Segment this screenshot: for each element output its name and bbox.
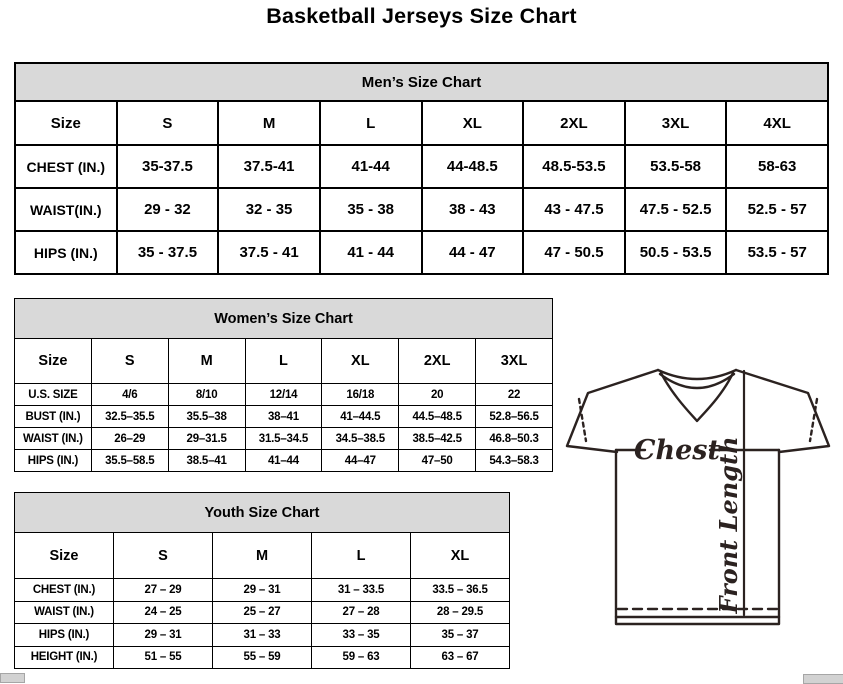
column-header: 3XL	[476, 339, 553, 384]
row-label: U.S. SIZE	[15, 384, 92, 406]
size-cell: 63 – 67	[411, 646, 510, 669]
table-title: Men’s Size Chart	[15, 63, 828, 101]
size-cell: 59 – 63	[312, 646, 411, 669]
size-cell: 31 – 33.5	[312, 579, 411, 602]
column-header: S	[91, 339, 168, 384]
size-cell: 50.5 - 53.5	[625, 231, 727, 274]
row-label: CHEST (IN.)	[15, 145, 117, 188]
size-cell: 29 - 32	[117, 188, 219, 231]
size-cell: 33 – 35	[312, 624, 411, 647]
size-cell: 41-44	[320, 145, 422, 188]
size-cell: 29 – 31	[213, 579, 312, 602]
size-cell: 35.5–38	[168, 406, 245, 428]
horizontal-scrollbar-right[interactable]	[803, 674, 843, 684]
row-label: WAIST (IN.)	[15, 428, 92, 450]
jersey-measurement-diagram	[555, 362, 843, 630]
size-cell: 31.5–34.5	[245, 428, 322, 450]
size-cell: 28 – 29.5	[411, 601, 510, 624]
size-cell: 37.5-41	[218, 145, 320, 188]
size-cell: 53.5 - 57	[726, 231, 828, 274]
column-header: M	[218, 101, 320, 145]
size-cell: 35-37.5	[117, 145, 219, 188]
row-label: HEIGHT (IN.)	[15, 646, 114, 669]
front-length-measure-label: Front Length	[714, 436, 743, 614]
size-cell: 38.5–42.5	[399, 428, 476, 450]
size-cell: 46.8–50.3	[476, 428, 553, 450]
page-title: Basketball Jerseys Size Chart	[266, 4, 577, 28]
table-title: Youth Size Chart	[15, 493, 510, 533]
size-cell: 20	[399, 384, 476, 406]
column-header: XL	[322, 339, 399, 384]
size-cell: 44-48.5	[422, 145, 524, 188]
size-cell: 52.8–56.5	[476, 406, 553, 428]
column-header: 3XL	[625, 101, 727, 145]
column-header: L	[320, 101, 422, 145]
size-cell: 41 - 44	[320, 231, 422, 274]
size-cell: 29 – 31	[114, 624, 213, 647]
size-cell: 31 – 33	[213, 624, 312, 647]
mens-size-table	[14, 62, 829, 275]
size-cell: 29–31.5	[168, 428, 245, 450]
size-cell: 41–44.5	[322, 406, 399, 428]
size-cell: 35.5–58.5	[91, 450, 168, 472]
size-cell: 24 – 25	[114, 601, 213, 624]
size-cell: 12/14	[245, 384, 322, 406]
column-header: M	[213, 533, 312, 579]
size-cell: 35 – 37	[411, 624, 510, 647]
column-header: 2XL	[399, 339, 476, 384]
size-cell: 8/10	[168, 384, 245, 406]
chest-measure-label: Chest	[634, 435, 720, 466]
column-header: Size	[15, 339, 92, 384]
size-cell: 33.5 – 36.5	[411, 579, 510, 602]
size-cell: 48.5-53.5	[523, 145, 625, 188]
column-header: XL	[411, 533, 510, 579]
column-header: L	[245, 339, 322, 384]
size-cell: 44 - 47	[422, 231, 524, 274]
row-label: HIPS (IN.)	[15, 450, 92, 472]
size-cell: 47–50	[399, 450, 476, 472]
row-label: HIPS (IN.)	[15, 624, 114, 647]
size-cell: 44–47	[322, 450, 399, 472]
size-cell: 22	[476, 384, 553, 406]
row-label: WAIST (IN.)	[15, 601, 114, 624]
table-title: Women’s Size Chart	[15, 299, 553, 339]
size-cell: 25 – 27	[213, 601, 312, 624]
size-cell: 26–29	[91, 428, 168, 450]
size-cell: 4/6	[91, 384, 168, 406]
size-cell: 51 – 55	[114, 646, 213, 669]
size-cell: 54.3–58.3	[476, 450, 553, 472]
row-label: WAIST(IN.)	[15, 188, 117, 231]
size-cell: 27 – 28	[312, 601, 411, 624]
column-header: Size	[15, 101, 117, 145]
column-header: 4XL	[726, 101, 828, 145]
column-header: S	[117, 101, 219, 145]
size-cell: 34.5–38.5	[322, 428, 399, 450]
horizontal-scrollbar-left[interactable]	[0, 673, 25, 683]
row-label: HIPS (IN.)	[15, 231, 117, 274]
size-cell: 38–41	[245, 406, 322, 428]
size-cell: 55 – 59	[213, 646, 312, 669]
size-cell: 47 - 50.5	[523, 231, 625, 274]
size-cell: 32 - 35	[218, 188, 320, 231]
row-label: BUST (IN.)	[15, 406, 92, 428]
column-header: S	[114, 533, 213, 579]
size-cell: 35 - 37.5	[117, 231, 219, 274]
size-cell: 16/18	[322, 384, 399, 406]
womens-size-table	[14, 298, 553, 472]
column-header: M	[168, 339, 245, 384]
size-cell: 27 – 29	[114, 579, 213, 602]
size-cell: 43 - 47.5	[523, 188, 625, 231]
size-cell: 35 - 38	[320, 188, 422, 231]
youth-size-table	[14, 492, 510, 669]
jersey-outline-icon	[555, 362, 843, 630]
size-cell: 41–44	[245, 450, 322, 472]
size-cell: 52.5 - 57	[726, 188, 828, 231]
size-cell: 44.5–48.5	[399, 406, 476, 428]
size-cell: 53.5-58	[625, 145, 727, 188]
column-header: 2XL	[523, 101, 625, 145]
size-cell: 47.5 - 52.5	[625, 188, 727, 231]
size-cell: 37.5 - 41	[218, 231, 320, 274]
size-cell: 58-63	[726, 145, 828, 188]
column-header: XL	[422, 101, 524, 145]
size-cell: 32.5–35.5	[91, 406, 168, 428]
column-header: L	[312, 533, 411, 579]
column-header: Size	[15, 533, 114, 579]
size-cell: 38.5–41	[168, 450, 245, 472]
row-label: CHEST (IN.)	[15, 579, 114, 602]
size-cell: 38 - 43	[422, 188, 524, 231]
